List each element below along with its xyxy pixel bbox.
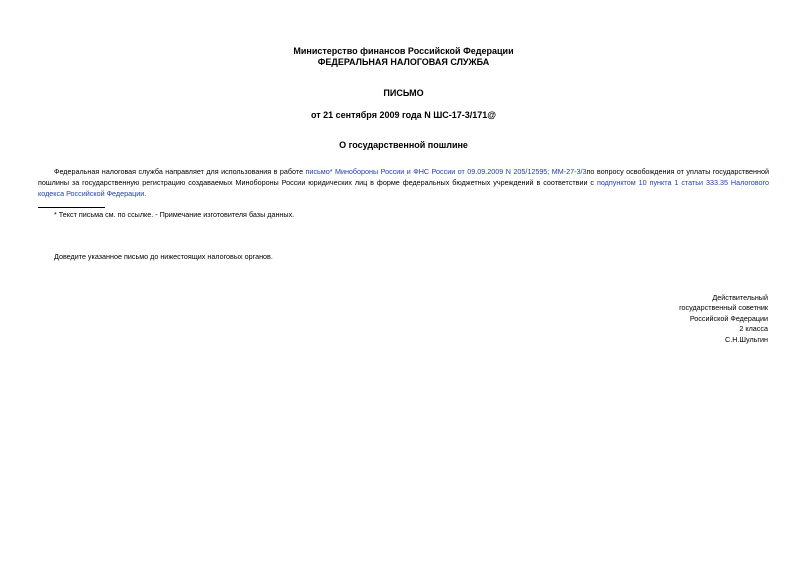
document-type: ПИСЬМО (383, 88, 424, 98)
signature-line: Действительный (712, 293, 768, 302)
signatory-name: С.Н.Шульгин (725, 334, 768, 344)
signature-line: 2 класса (739, 324, 768, 334)
paragraph-text-end: . (144, 189, 147, 198)
footnote-text: * Текст письма см. по ссылке. - Примечание изготовителя базы данных. (54, 210, 295, 219)
signature-block (679, 293, 768, 345)
instruction-text: Доведите указанное письмо до нижестоящих налоговых органов. (54, 252, 273, 261)
signature-line: Российской Федерации (689, 313, 768, 323)
signature-line: государственный советник (679, 303, 768, 313)
letter-link[interactable]: письмо* Минобороны России и ФНС России от 09.09.2009 N 205/12595; ММ-27-3/3 (305, 167, 587, 176)
paragraph-text-middle: по вопросу освобождения от уплаты государственной пошлины за государственную регистрацию создаваемых Минобороны России юридических лиц в форме федеральных бюджетных учреждений в соответствии с (38, 167, 769, 187)
service-name: ФЕДЕРАЛЬНАЯ НАЛОГОВАЯ СЛУЖБА (317, 57, 490, 67)
tax-code-link[interactable]: подпунктом 10 пункта 1 статьи 333.35 Налогового кодекса Российской Федерации (38, 178, 769, 198)
document-subject: О государственной пошлине (339, 140, 468, 150)
footnote-divider (38, 207, 105, 208)
main-paragraph (38, 166, 769, 199)
paragraph-text-start: Федеральная налоговая служба направляет для использования в работе (54, 167, 306, 176)
ministry-name: Министерство финансов Российской Федерации (293, 46, 514, 56)
document-date-number: от 21 сентября 2009 года N ШС-17-3/171@ (310, 110, 497, 120)
